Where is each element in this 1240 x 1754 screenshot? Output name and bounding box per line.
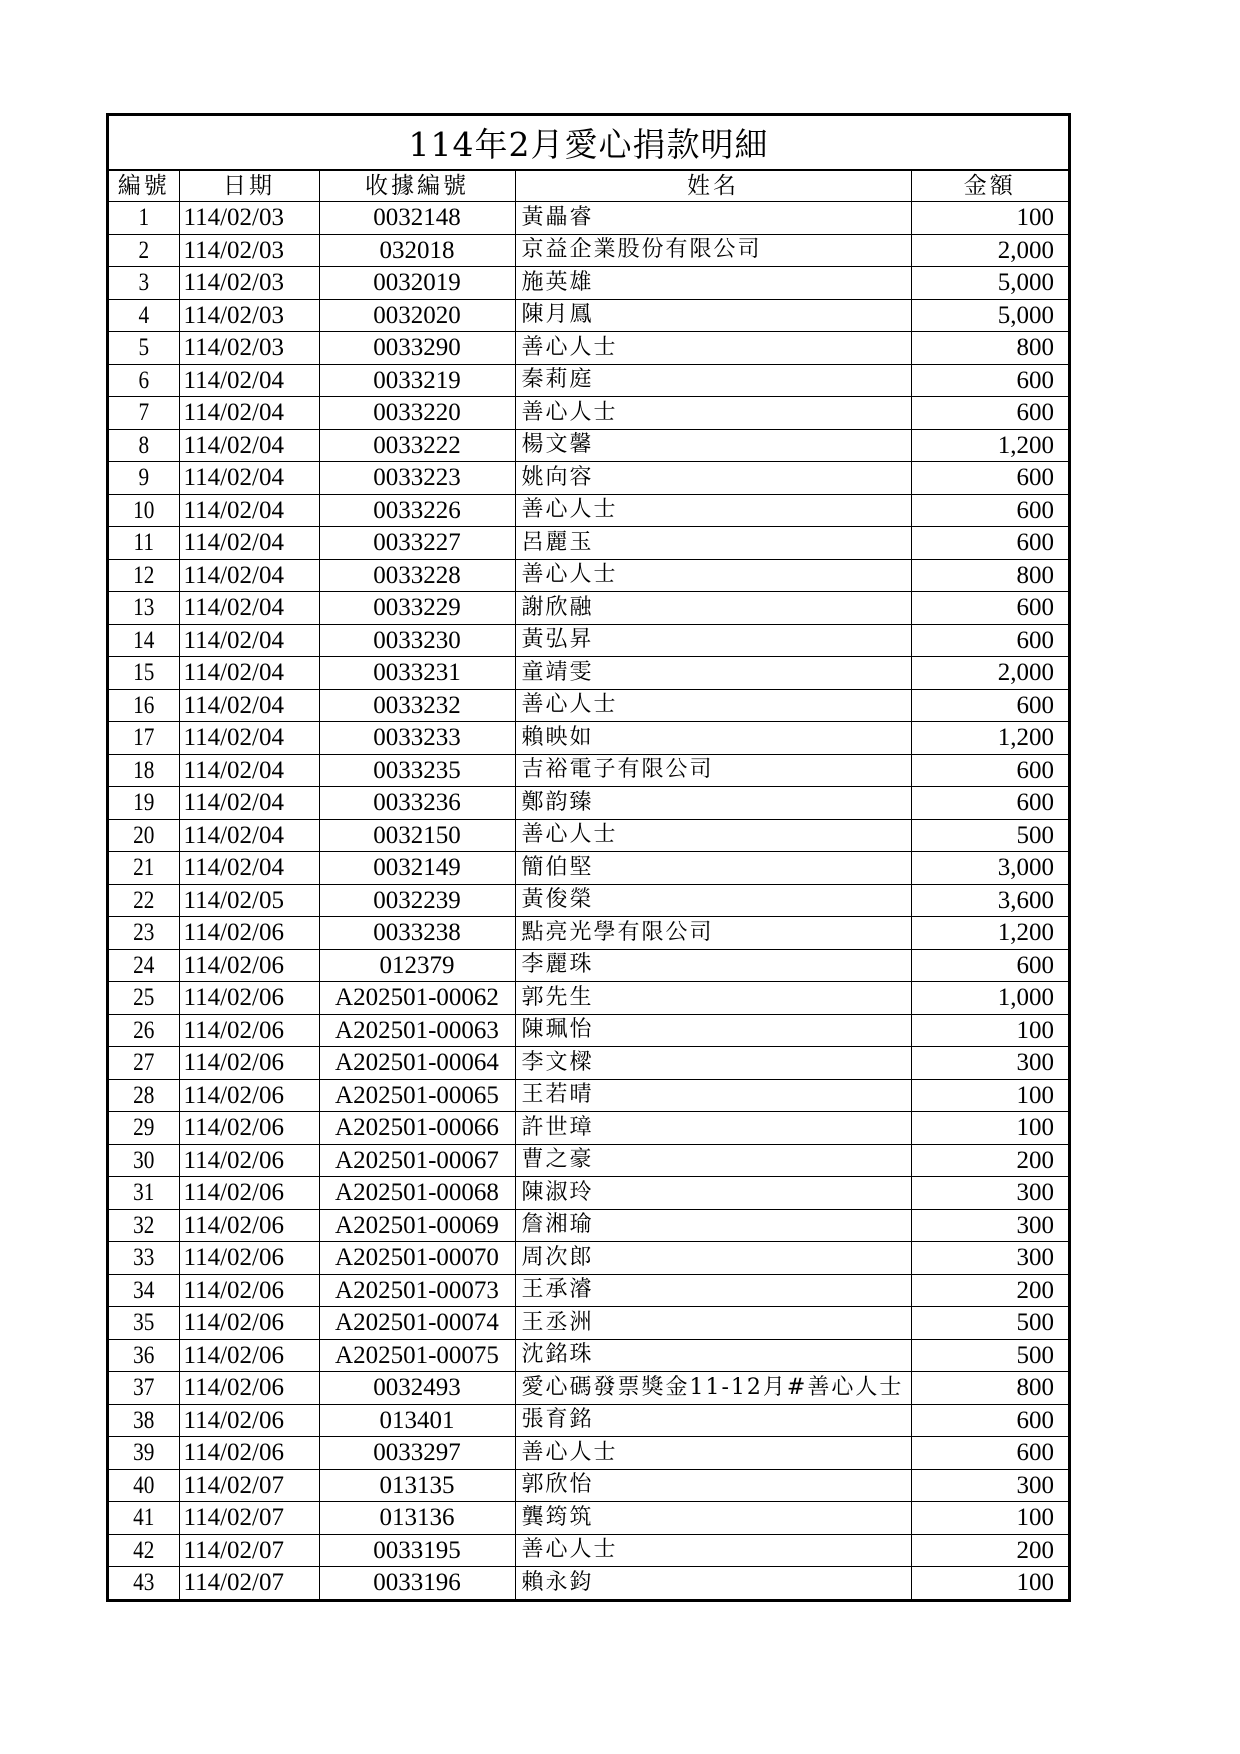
donor-name: 黃畾睿 <box>515 202 911 235</box>
donation-amount: 800 <box>911 559 1068 592</box>
row-number: 37 <box>114 1372 174 1405</box>
row-number: 4 <box>114 299 174 332</box>
donation-date: 114/02/03 <box>179 202 319 235</box>
donation-amount: 3,000 <box>911 852 1068 885</box>
donor-name: 曹之豪 <box>515 1144 911 1177</box>
table-row <box>109 689 1068 722</box>
donation-date: 114/02/06 <box>179 1404 319 1437</box>
row-number: 42 <box>114 1534 174 1567</box>
row-number: 5 <box>114 332 174 365</box>
row-number: 9 <box>114 462 174 495</box>
donation-amount: 600 <box>911 592 1068 625</box>
receipt-number: 0032149 <box>319 852 515 885</box>
table-row <box>109 494 1068 527</box>
donation-sheet <box>106 113 1071 1602</box>
receipt-number: 013136 <box>319 1502 515 1535</box>
donor-name: 王承濬 <box>515 1274 911 1307</box>
receipt-number: 0033227 <box>319 527 515 560</box>
table-row <box>109 527 1068 560</box>
row-number: 18 <box>114 754 174 787</box>
donor-name: 黃俊榮 <box>515 884 911 917</box>
table-row <box>109 787 1068 820</box>
receipt-number: A202501-00069 <box>319 1209 515 1242</box>
donation-amount: 600 <box>911 689 1068 722</box>
table-row <box>109 1339 1068 1372</box>
receipt-number: 012379 <box>319 949 515 982</box>
row-number: 17 <box>114 722 174 755</box>
donation-amount: 600 <box>911 462 1068 495</box>
receipt-number: A202501-00065 <box>319 1079 515 1112</box>
table-row <box>109 1274 1068 1307</box>
donor-name: 簡伯堅 <box>515 852 911 885</box>
donation-date: 114/02/06 <box>179 949 319 982</box>
donor-name: 詹湘瑜 <box>515 1209 911 1242</box>
donor-name: 呂麗玉 <box>515 527 911 560</box>
donor-name: 善心人士 <box>515 1437 911 1470</box>
donation-date: 114/02/06 <box>179 1014 319 1047</box>
donation-amount: 200 <box>911 1144 1068 1177</box>
receipt-number: A202501-00063 <box>319 1014 515 1047</box>
donor-name: 善心人士 <box>515 494 911 527</box>
row-number: 30 <box>114 1144 174 1177</box>
donation-date: 114/02/04 <box>179 364 319 397</box>
row-number: 8 <box>114 429 174 462</box>
donation-amount: 600 <box>911 624 1068 657</box>
row-number: 33 <box>114 1242 174 1275</box>
table-row <box>109 1112 1068 1145</box>
table-row <box>109 949 1068 982</box>
row-number: 35 <box>114 1307 174 1340</box>
table-row <box>109 819 1068 852</box>
receipt-number: 0033196 <box>319 1567 515 1599</box>
donor-name: 陳月鳳 <box>515 299 911 332</box>
table-row <box>109 1209 1068 1242</box>
table-row <box>109 364 1068 397</box>
donation-amount: 2,000 <box>911 657 1068 690</box>
receipt-number: 0032148 <box>319 202 515 235</box>
row-number: 6 <box>114 364 174 397</box>
table-row <box>109 299 1068 332</box>
table-row <box>109 982 1068 1015</box>
header-no: 編號 <box>109 171 179 202</box>
table-row <box>109 332 1068 365</box>
donor-name: 善心人士 <box>515 1534 911 1567</box>
row-number: 41 <box>114 1502 174 1535</box>
donation-amount: 5,000 <box>911 267 1068 300</box>
donor-name: 愛心碼發票獎金11-12月#善心人士 <box>515 1372 911 1405</box>
donation-date: 114/02/07 <box>179 1567 319 1599</box>
donor-name: 郭欣怡 <box>515 1469 911 1502</box>
donation-amount: 600 <box>911 494 1068 527</box>
table-row <box>109 852 1068 885</box>
row-number: 3 <box>114 267 174 300</box>
receipt-number: 0033230 <box>319 624 515 657</box>
donation-amount: 100 <box>911 1567 1068 1599</box>
table-row <box>109 722 1068 755</box>
row-number: 38 <box>114 1404 174 1437</box>
donation-date: 114/02/04 <box>179 494 319 527</box>
donor-name: 謝欣融 <box>515 592 911 625</box>
donor-name: 沈銘珠 <box>515 1339 911 1372</box>
table-row <box>109 202 1068 235</box>
donor-name: 善心人士 <box>515 689 911 722</box>
table-row <box>109 462 1068 495</box>
receipt-number: 0032020 <box>319 299 515 332</box>
receipt-number: 0033233 <box>319 722 515 755</box>
row-number: 23 <box>114 917 174 950</box>
donor-name: 秦莉庭 <box>515 364 911 397</box>
row-number: 11 <box>114 527 174 560</box>
donation-amount: 600 <box>911 364 1068 397</box>
receipt-number: A202501-00073 <box>319 1274 515 1307</box>
receipt-number: 0032019 <box>319 267 515 300</box>
donation-date: 114/02/03 <box>179 267 319 300</box>
donor-name: 善心人士 <box>515 397 911 430</box>
donation-date: 114/02/04 <box>179 429 319 462</box>
table-row <box>109 1144 1068 1177</box>
donation-amount: 100 <box>911 202 1068 235</box>
receipt-number: A202501-00070 <box>319 1242 515 1275</box>
row-number: 28 <box>114 1079 174 1112</box>
table-row <box>109 1242 1068 1275</box>
donation-amount: 200 <box>911 1534 1068 1567</box>
table-row <box>109 1372 1068 1405</box>
donor-name: 京益企業股份有限公司 <box>515 234 911 267</box>
donor-name: 點亮光學有限公司 <box>515 917 911 950</box>
row-number: 20 <box>114 819 174 852</box>
donation-date: 114/02/07 <box>179 1534 319 1567</box>
receipt-number: 0033236 <box>319 787 515 820</box>
donation-date: 114/02/06 <box>179 1047 319 1080</box>
donation-date: 114/02/03 <box>179 332 319 365</box>
receipt-number: 0033223 <box>319 462 515 495</box>
donation-date: 114/02/04 <box>179 559 319 592</box>
donation-amount: 300 <box>911 1047 1068 1080</box>
donor-name: 王若晴 <box>515 1079 911 1112</box>
donor-name: 善心人士 <box>515 819 911 852</box>
donation-date: 114/02/04 <box>179 657 319 690</box>
donation-date: 114/02/06 <box>179 1242 319 1275</box>
row-number: 14 <box>114 624 174 657</box>
row-number: 13 <box>114 592 174 625</box>
donation-amount: 100 <box>911 1502 1068 1535</box>
row-number: 36 <box>114 1339 174 1372</box>
row-number: 10 <box>114 494 174 527</box>
donation-date: 114/02/06 <box>179 1112 319 1145</box>
table-row <box>109 1469 1068 1502</box>
donation-amount: 800 <box>911 332 1068 365</box>
donation-amount: 1,200 <box>911 429 1068 462</box>
donation-amount: 300 <box>911 1469 1068 1502</box>
donor-name: 龔筠筑 <box>515 1502 911 1535</box>
header-row <box>109 171 1068 202</box>
donation-amount: 3,600 <box>911 884 1068 917</box>
table-row <box>109 1437 1068 1470</box>
donation-amount: 600 <box>911 1404 1068 1437</box>
table-body <box>109 202 1068 1599</box>
donor-name: 施英雄 <box>515 267 911 300</box>
donation-date: 114/02/04 <box>179 754 319 787</box>
table-row <box>109 917 1068 950</box>
donation-amount: 1,000 <box>911 982 1068 1015</box>
table-row <box>109 884 1068 917</box>
table-row <box>109 1014 1068 1047</box>
receipt-number: 0033238 <box>319 917 515 950</box>
table-row <box>109 624 1068 657</box>
table-row <box>109 657 1068 690</box>
donor-name: 陳淑玲 <box>515 1177 911 1210</box>
receipt-number: 032018 <box>319 234 515 267</box>
table-row <box>109 234 1068 267</box>
donation-table <box>109 171 1068 1599</box>
row-number: 39 <box>114 1437 174 1470</box>
receipt-number: 0032239 <box>319 884 515 917</box>
donation-date: 114/02/06 <box>179 1274 319 1307</box>
donor-name: 王丞洲 <box>515 1307 911 1340</box>
table-row <box>109 559 1068 592</box>
donation-amount: 600 <box>911 1437 1068 1470</box>
donation-amount: 2,000 <box>911 234 1068 267</box>
receipt-number: 0033290 <box>319 332 515 365</box>
row-number: 21 <box>114 852 174 885</box>
receipt-number: 0033220 <box>319 397 515 430</box>
donor-name: 善心人士 <box>515 332 911 365</box>
donation-date: 114/02/06 <box>179 1307 319 1340</box>
receipt-number: A202501-00062 <box>319 982 515 1015</box>
row-number: 15 <box>114 657 174 690</box>
donation-date: 114/02/04 <box>179 592 319 625</box>
receipt-number: 0033219 <box>319 364 515 397</box>
donation-amount: 1,200 <box>911 722 1068 755</box>
donation-amount: 300 <box>911 1209 1068 1242</box>
donation-amount: 600 <box>911 754 1068 787</box>
donor-name: 賴永鈞 <box>515 1567 911 1599</box>
donation-amount: 100 <box>911 1014 1068 1047</box>
receipt-number: 013401 <box>319 1404 515 1437</box>
row-number: 22 <box>114 884 174 917</box>
table-row <box>109 1502 1068 1535</box>
row-number: 7 <box>114 397 174 430</box>
donation-date: 114/02/07 <box>179 1502 319 1535</box>
donation-amount: 500 <box>911 1339 1068 1372</box>
receipt-number: 0033228 <box>319 559 515 592</box>
donation-date: 114/02/04 <box>179 819 319 852</box>
table-row <box>109 267 1068 300</box>
donation-date: 114/02/07 <box>179 1469 319 1502</box>
donation-amount: 100 <box>911 1079 1068 1112</box>
receipt-number: 0033232 <box>319 689 515 722</box>
donation-date: 114/02/03 <box>179 299 319 332</box>
donation-date: 114/02/04 <box>179 722 319 755</box>
table-row <box>109 754 1068 787</box>
donation-amount: 800 <box>911 1372 1068 1405</box>
donor-name: 賴映如 <box>515 722 911 755</box>
receipt-number: 0033195 <box>319 1534 515 1567</box>
donation-amount: 5,000 <box>911 299 1068 332</box>
row-number: 29 <box>114 1112 174 1145</box>
row-number: 1 <box>114 202 174 235</box>
table-row <box>109 1404 1068 1437</box>
donation-date: 114/02/04 <box>179 527 319 560</box>
row-number: 32 <box>114 1209 174 1242</box>
receipt-number: 0033297 <box>319 1437 515 1470</box>
receipt-number: A202501-00074 <box>319 1307 515 1340</box>
donation-amount: 100 <box>911 1112 1068 1145</box>
row-number: 40 <box>114 1469 174 1502</box>
receipt-number: A202501-00068 <box>319 1177 515 1210</box>
table-row <box>109 1567 1068 1599</box>
table-row <box>109 592 1068 625</box>
table-row <box>109 1534 1068 1567</box>
donation-date: 114/02/06 <box>179 1079 319 1112</box>
table-row <box>109 1177 1068 1210</box>
receipt-number: 0033226 <box>319 494 515 527</box>
table-row <box>109 1047 1068 1080</box>
sheet-title: 114年2月愛心捐款明細 <box>109 116 1068 171</box>
donor-name: 陳珮怡 <box>515 1014 911 1047</box>
row-number: 43 <box>114 1567 174 1599</box>
donor-name: 黃弘昇 <box>515 624 911 657</box>
donation-amount: 600 <box>911 949 1068 982</box>
receipt-number: A202501-00067 <box>319 1144 515 1177</box>
donation-date: 114/02/06 <box>179 1372 319 1405</box>
donation-date: 114/02/04 <box>179 397 319 430</box>
donation-amount: 500 <box>911 1307 1068 1340</box>
donation-date: 114/02/04 <box>179 689 319 722</box>
row-number: 31 <box>114 1177 174 1210</box>
header-receipt: 收據編號 <box>319 171 515 202</box>
donation-amount: 300 <box>911 1242 1068 1275</box>
donor-name: 李麗珠 <box>515 949 911 982</box>
donor-name: 李文樑 <box>515 1047 911 1080</box>
receipt-number: 0033229 <box>319 592 515 625</box>
donation-date: 114/02/06 <box>179 917 319 950</box>
donation-amount: 600 <box>911 397 1068 430</box>
donation-amount: 600 <box>911 787 1068 820</box>
donation-date: 114/02/06 <box>179 1437 319 1470</box>
donor-name: 楊文馨 <box>515 429 911 462</box>
donor-name: 吉裕電子有限公司 <box>515 754 911 787</box>
table-row <box>109 429 1068 462</box>
row-number: 19 <box>114 787 174 820</box>
header-date: 日期 <box>179 171 319 202</box>
table-row <box>109 1079 1068 1112</box>
donor-name: 童靖雯 <box>515 657 911 690</box>
row-number: 34 <box>114 1274 174 1307</box>
donation-date: 114/02/06 <box>179 1177 319 1210</box>
donor-name: 鄭韵臻 <box>515 787 911 820</box>
donor-name: 姚向容 <box>515 462 911 495</box>
table-row <box>109 397 1068 430</box>
receipt-number: A202501-00066 <box>319 1112 515 1145</box>
header-name: 姓名 <box>515 171 911 202</box>
donation-date: 114/02/04 <box>179 624 319 657</box>
donation-date: 114/02/05 <box>179 884 319 917</box>
donation-date: 114/02/06 <box>179 1144 319 1177</box>
receipt-number: 0032150 <box>319 819 515 852</box>
receipt-number: 0032493 <box>319 1372 515 1405</box>
donor-name: 郭先生 <box>515 982 911 1015</box>
receipt-number: 0033231 <box>319 657 515 690</box>
donation-date: 114/02/06 <box>179 1339 319 1372</box>
receipt-number: 0033222 <box>319 429 515 462</box>
donor-name: 張育銘 <box>515 1404 911 1437</box>
donation-amount: 500 <box>911 819 1068 852</box>
donation-date: 114/02/04 <box>179 852 319 885</box>
donor-name: 善心人士 <box>515 559 911 592</box>
donor-name: 許世璋 <box>515 1112 911 1145</box>
row-number: 25 <box>114 982 174 1015</box>
receipt-number: 0033235 <box>319 754 515 787</box>
donation-date: 114/02/03 <box>179 234 319 267</box>
donation-amount: 200 <box>911 1274 1068 1307</box>
donation-date: 114/02/04 <box>179 787 319 820</box>
receipt-number: A202501-00075 <box>319 1339 515 1372</box>
table-row <box>109 1307 1068 1340</box>
donation-amount: 1,200 <box>911 917 1068 950</box>
donation-date: 114/02/06 <box>179 982 319 1015</box>
receipt-number: A202501-00064 <box>319 1047 515 1080</box>
row-number: 24 <box>114 949 174 982</box>
donation-amount: 300 <box>911 1177 1068 1210</box>
receipt-number: 013135 <box>319 1469 515 1502</box>
row-number: 27 <box>114 1047 174 1080</box>
donation-date: 114/02/04 <box>179 462 319 495</box>
row-number: 12 <box>114 559 174 592</box>
header-amount: 金額 <box>911 171 1068 202</box>
row-number: 2 <box>114 234 174 267</box>
donation-amount: 600 <box>911 527 1068 560</box>
donation-date: 114/02/06 <box>179 1209 319 1242</box>
row-number: 26 <box>114 1014 174 1047</box>
row-number: 16 <box>114 689 174 722</box>
donor-name: 周次郎 <box>515 1242 911 1275</box>
